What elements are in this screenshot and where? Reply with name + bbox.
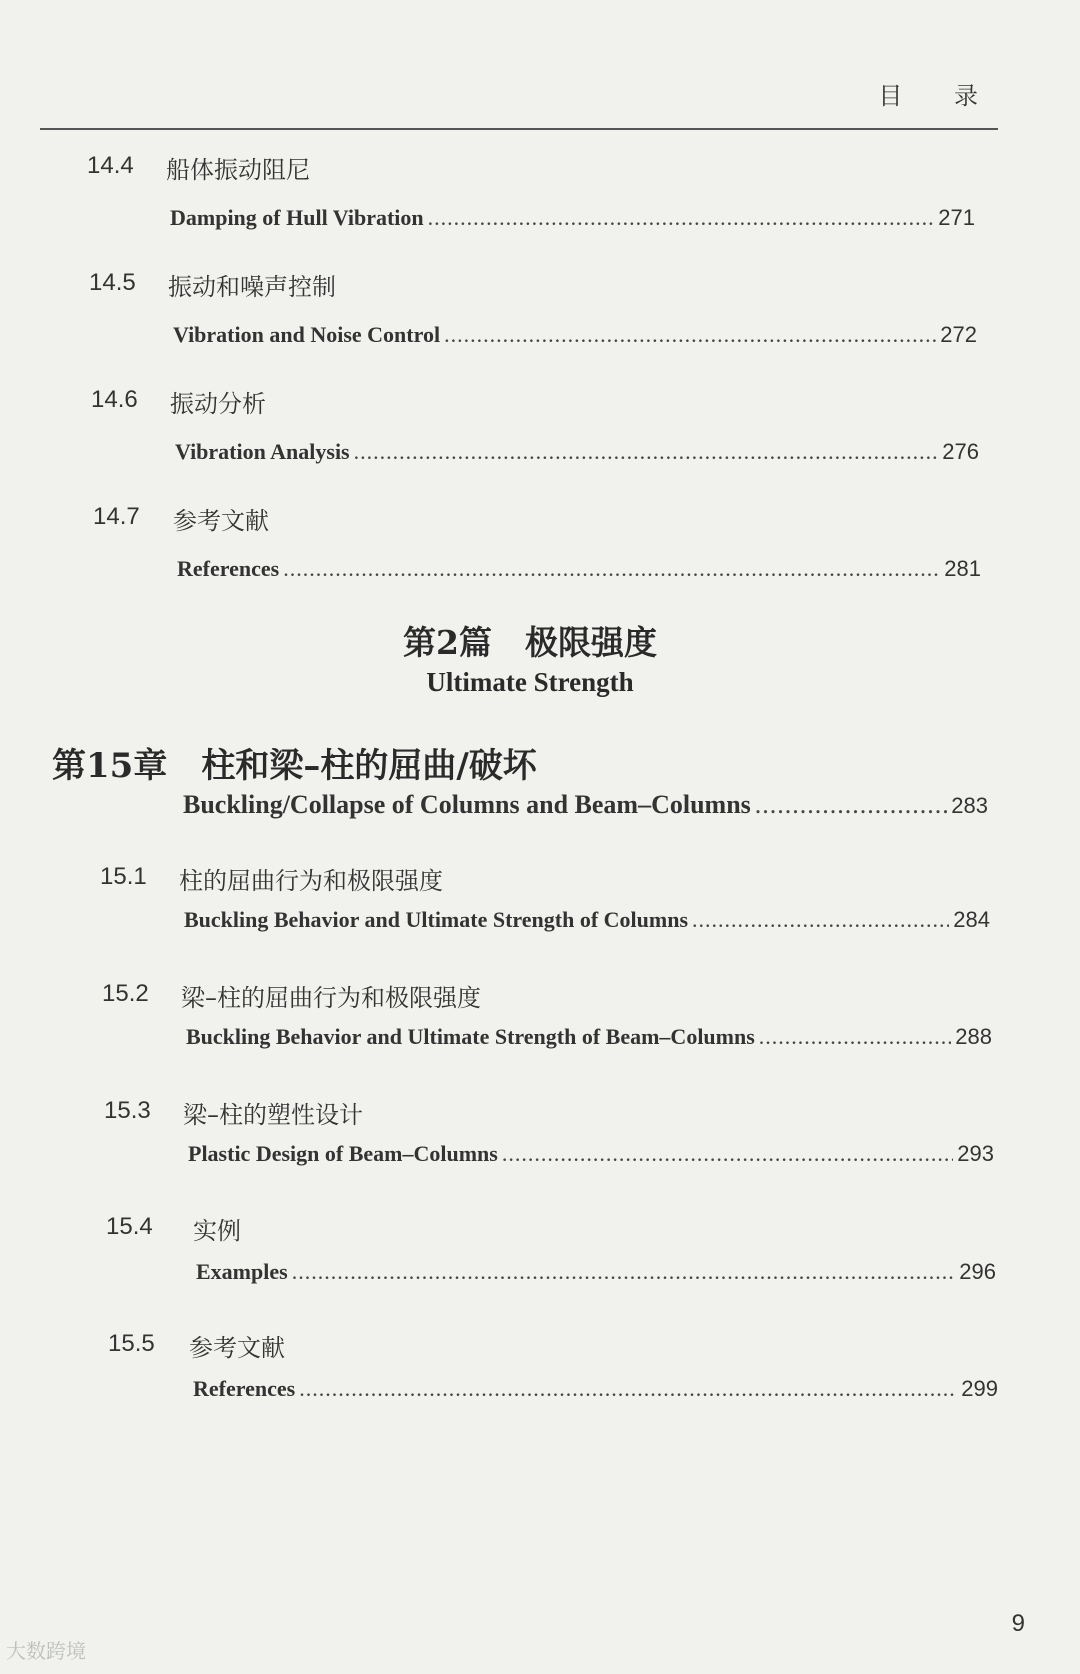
section-number: 14.6: [91, 386, 138, 413]
page-number: 272: [940, 322, 977, 347]
section-number: 15.1: [100, 863, 147, 890]
watermark-logo: 大数跨境: [6, 1639, 86, 1663]
section-title-en: Vibration Analysis: [175, 439, 350, 464]
toc-entry-15-2[interactable]: [186, 1024, 992, 1050]
section-title-en: Damping of Hull Vibration: [170, 205, 424, 230]
section-title-en: References: [193, 1376, 296, 1401]
header-rule: [40, 128, 998, 130]
leader-dots: [759, 1024, 951, 1050]
section-title-en: Plastic Design of Beam–Columns: [188, 1141, 498, 1166]
page-number: 288: [955, 1024, 992, 1049]
part-title-en: Ultimate Strength: [426, 667, 634, 697]
page-number: 296: [959, 1259, 996, 1284]
section-title-cn: 船体振动阻尼: [166, 156, 310, 184]
section-title-cn: 振动和噪声控制: [168, 273, 336, 301]
page-number: 276: [942, 439, 979, 464]
toc-entry-14-4[interactable]: [170, 205, 975, 231]
leader-dots: [292, 1259, 956, 1285]
chapter-title-cn: 第15章 柱和梁–柱的屈曲/破坏: [52, 746, 537, 786]
page-number: 283: [951, 793, 988, 818]
page-number: 293: [957, 1141, 994, 1166]
page-number: 299: [961, 1376, 998, 1401]
toc-entry-15-3[interactable]: [188, 1141, 994, 1167]
section-title-cn: 参考文献: [189, 1334, 285, 1362]
section-title-en: Buckling Behavior and Ultimate Strength of Columns: [184, 907, 689, 932]
toc-entry-14-7[interactable]: [177, 556, 981, 582]
section-title-en: Vibration and Noise Control: [173, 322, 441, 347]
section-number: 15.4: [106, 1213, 153, 1240]
chapter-title-en: Buckling/Collapse of Columns and Beam–Columns: [183, 790, 751, 819]
toc-entry-chapter-15[interactable]: [183, 790, 988, 820]
part-title-cn: 第2篇 极限强度: [403, 623, 657, 662]
leader-dots: [283, 556, 940, 582]
section-title-en: References: [177, 556, 280, 581]
leader-dots: [692, 907, 949, 933]
section-title-cn: 梁–柱的屈曲行为和极限强度: [181, 984, 481, 1012]
leader-dots: [755, 790, 947, 820]
leader-dots: [354, 439, 939, 465]
page-number: 281: [944, 556, 981, 581]
page-number: 284: [953, 907, 990, 932]
section-number: 14.4: [87, 152, 134, 179]
toc-entry-15-1[interactable]: [184, 907, 990, 933]
leader-dots: [428, 205, 935, 231]
leader-dots: [299, 1376, 957, 1402]
section-title-cn: 参考文献: [173, 507, 269, 535]
leader-dots: [502, 1141, 953, 1167]
section-title-cn: 振动分析: [170, 390, 266, 418]
leader-dots: [444, 322, 936, 348]
running-header: 目 录: [878, 82, 1000, 110]
toc-entry-15-5[interactable]: [193, 1376, 998, 1402]
section-number: 14.7: [93, 503, 140, 530]
page-folio: 9: [1011, 1610, 1025, 1637]
toc-entry-15-4[interactable]: [196, 1259, 996, 1285]
toc-entry-14-5[interactable]: [173, 322, 977, 348]
section-number: 15.3: [104, 1097, 151, 1124]
section-title-cn: 实例: [193, 1217, 241, 1245]
section-title-en: Buckling Behavior and Ultimate Strength of Beam–Columns: [186, 1024, 755, 1049]
section-title-cn: 柱的屈曲行为和极限强度: [179, 867, 443, 895]
page-number: 271: [938, 205, 975, 230]
section-number: 15.2: [102, 980, 149, 1007]
toc-entry-14-6[interactable]: [175, 439, 979, 465]
section-number: 15.5: [108, 1330, 155, 1357]
section-title-cn: 梁–柱的塑性设计: [183, 1101, 363, 1129]
section-number: 14.5: [89, 269, 136, 296]
section-title-en: Examples: [196, 1259, 288, 1284]
